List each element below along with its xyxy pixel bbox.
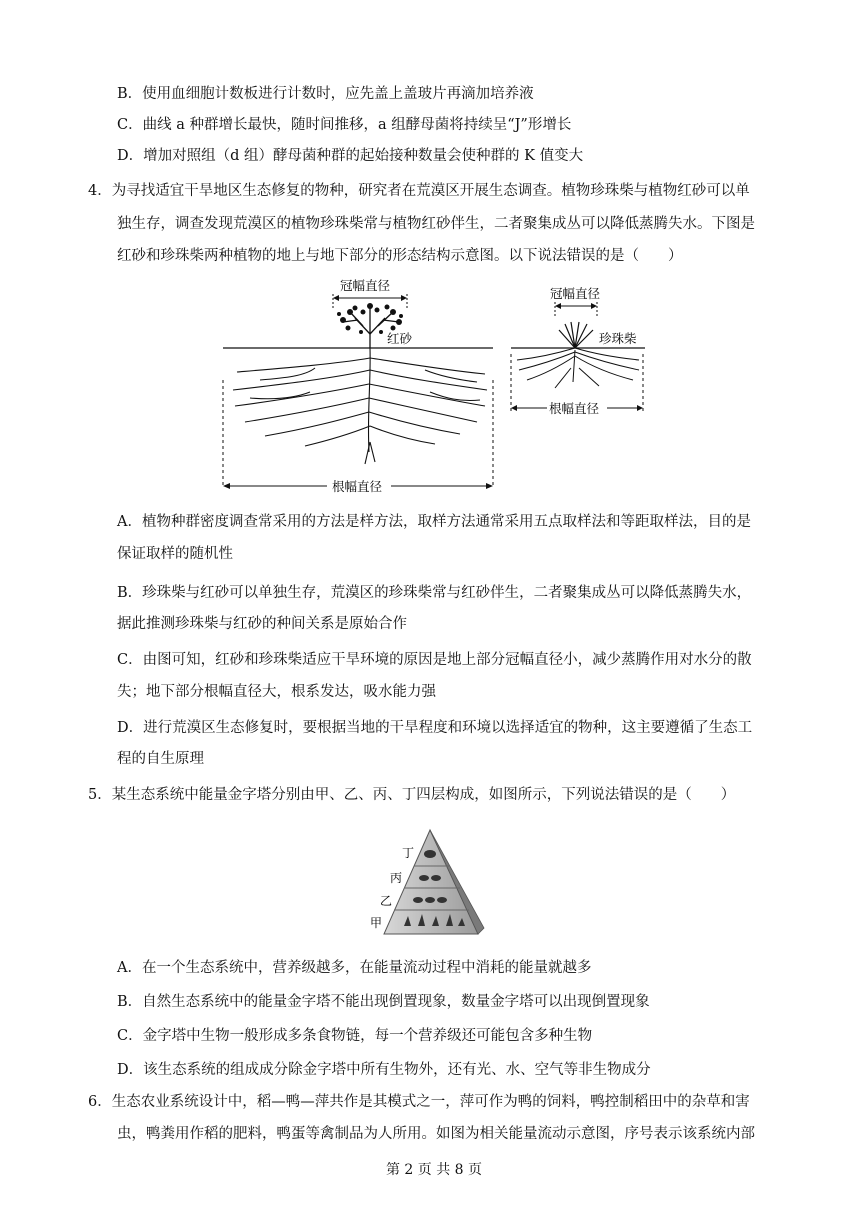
root-diameter-label-left: 根幅直径 [332,479,383,494]
q4-option-d-line-2: 程的自生原理 [117,751,204,767]
crown-diameter-label-left: 冠幅直径 [340,278,391,293]
hongsha-diagram [223,278,493,494]
option-c-prev: C．曲线 a 种群增长最快，随时间推移，a 组酵母菌将持续呈“J”形增长 [117,117,572,133]
crown-diameter-label-right: 冠幅直径 [550,286,601,301]
pyramid-level-yi: 乙 [380,894,393,908]
plant-morphology-figure [215,272,655,498]
page-number: 第 2 页 共 8 页 [385,1162,483,1178]
zhenzhuchai-diagram [511,286,645,416]
q4-option-c-line-1: C．由图可知，红砂和珍珠柴适应干旱环境的原因是地上部分冠幅直径小，减少蒸腾作用对水分的散 [117,652,752,668]
pyramid-level-ding: 丁 [402,846,415,860]
pyramid-level-bing: 丙 [390,871,403,885]
pyramid-level-jia: 甲 [370,916,383,930]
q6-stem-line-1: 6．生态农业系统设计中，稻—鸭—萍共作是其模式之一，萍可作为鸭的饲料，鸭控制稻田中的杂草和害 [88,1094,750,1110]
q5-option-a: A．在一个生态系统中，营养级越多，在能量流动过程中消耗的能量就越多 [117,960,592,976]
q4-stem-line-3: 红砂和珍珠柴两种植物的地上与地下部分的形态结构示意图。以下说法错误的是（ ） [117,248,683,264]
q5-option-c: C．金字塔中生物一般形成多条食物链，每一个营养级还可能包含多种生物 [117,1028,593,1044]
hongsha-plant-label: 红砂 [387,331,413,346]
q5-stem: 5．某生态系统中能量金字塔分别由甲、乙、丙、丁四层构成，如图所示，下列说法错误的是（ ） [88,787,736,803]
option-d-prev: D．增加对照组（d 组）酵母菌种群的起始接种数量会使种群的 K 值变大 [117,148,584,164]
q4-stem-line-1: 4．为寻找适宜干旱地区生态修复的物种，研究者在荒漠区开展生态调查。植物珍珠柴与植物红砂可以单 [88,183,750,199]
q4-stem-line-2: 独生存，调查发现荒漠区的植物珍珠柴常与植物红砂伴生，二者聚集成丛可以降低蒸腾失水。下图是 [117,216,755,232]
q6-stem-line-2: 虫，鸭粪用作稻的肥料，鸭蛋等禽制品为人所用。如图为相关能量流动示意图，序号表示该系统内部 [117,1126,755,1142]
option-b-prev: B．使用血细胞计数板进行计数时，应先盖上盖玻片再滴加培养液 [117,86,534,102]
energy-pyramid-figure [366,826,490,944]
zhenzhuchai-plant-label: 珍珠柴 [599,331,637,346]
q4-option-a-line-1: A．植物种群密度调查常采用的方法是样方法，取样方法通常采用五点取样法和等距取样法，目的是 [117,514,751,530]
q4-option-d-line-1: D．进行荒漠区生态修复时，要根据当地的干旱程度和环境以选择适宜的物种，这主要遵循了生态工 [117,720,753,736]
q4-option-b-line-1: B．珍珠柴与红砂可以单独生存，荒漠区的珍珠柴常与红砂伴生，二者聚集成丛可以降低蒸腾失水， [117,585,752,601]
q4-option-c-line-2: 失；地下部分根幅直径大，根系发达，吸水能力强 [117,684,436,700]
q4-option-a-line-2: 保证取样的随机性 [117,546,233,562]
q5-option-d: D．该生态系统的组成成分除金字塔中所有生物外，还有光、水、空气等非生物成分 [117,1062,651,1078]
q4-option-b-line-2: 据此推测珍珠柴与红砂的种间关系是原始合作 [117,616,407,632]
q5-option-b: B．自然生态系统中的能量金字塔不能出现倒置现象，数量金字塔可以出现倒置现象 [117,994,650,1010]
root-diameter-label-right: 根幅直径 [549,401,600,416]
